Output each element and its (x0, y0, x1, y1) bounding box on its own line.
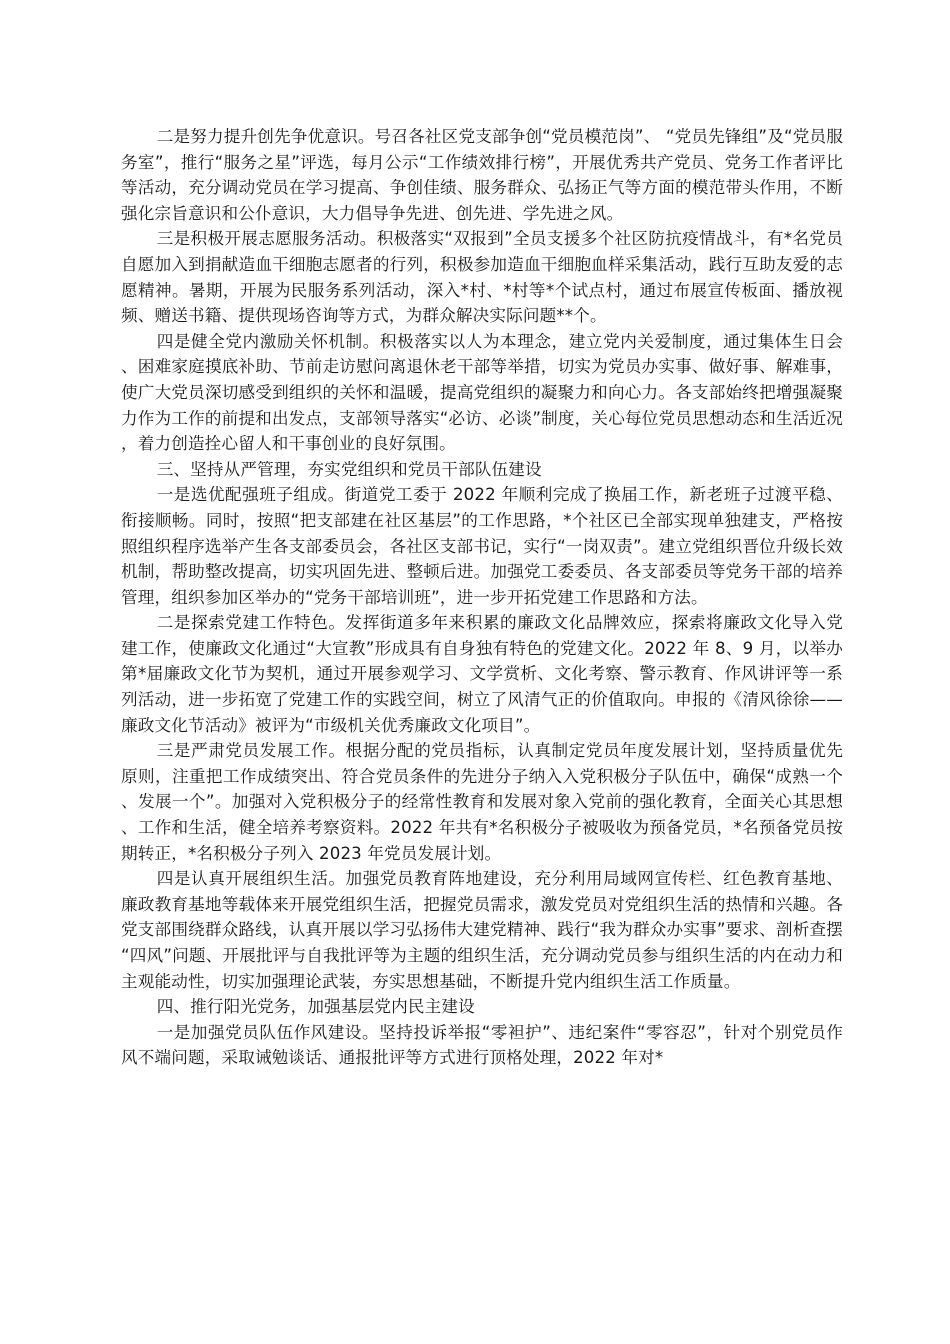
section-heading-sunshine-affairs: 四、推行阳光党务，加强基层党内民主建设 (156, 997, 475, 1017)
paragraph-excellence-awareness: 二是努力提升创先争优意识。号召各社区党支部争创“党员模范岗”、 “党员先锋组”及“党员服务室”，推行“服务之星”评选，每月公示“工作绩效排行榜”，开展优秀共产党员、党务工作者评比等活动，充分调动党员在学习提高、争创佳绩、服务群众、弘扬正气等方面的模范带头作用，不断强化宗旨意识和公仆意识，大力倡导争先进、创先进、学先进之风。 (121, 127, 843, 223)
paragraph-member-development: 三是严肃党员发展工作。根据分配的党员指标，认真制定党员年度发展计划，坚持质量优先原则，注重把工作成绩突出、符合党员条件的先进分子纳入入党积极分子队伍中，确保“成熟一个、发展一个”。加强对入党积极分子的经常性教育和发展对象入党前的强化教育，全面关心其思想、工作和生活，健全培养考察资料。2022 年共有*名积极分子被吸收为预备党员，*名预备党员按期转正，*名积极分子列入 2023 年党员发展计划。 (121, 741, 843, 863)
paragraph-team-building: 一是选优配强班子组成。街道党工委于 2022 年顺利完成了换届工作，新老班子过渡平稳、衔接顺畅。同时，按照“把支部建在社区基层”的工作思路，*个社区已全部实现单独建支，严格按照组织程序选举产生各支部委员会，各社区支部书记，实行“一岗双责”。建立党组织晋位升级长效机制，帮助整改提高，切实巩固先进、整顿后进。加强党工委委员、各支部委员等党务干部的培养管理，组织参加区举办的“党务干部培训班”，进一步开拓党建工作思路和方法。 (121, 485, 843, 607)
section-heading-strict-management: 三、坚持从严管理，夯实党组织和党员干部队伍建设 (156, 459, 542, 479)
paragraph-organizational-life: 四是认真开展组织生活。加强党员教育阵地建设，充分利用局域网宣传栏、红色教育基地、廉政教育基地等载体来开展党组织生活，把握党员需求，激发党员对党组织生活的热情和兴趣。各党支部围绕群众路线，认真开展以学习弘扬伟大建党精神、践行“我为群众办实事”要求、剖析查摆“四风”问题、开展批评与自我批评等为主题的组织生活，充分调动党员参与组织生活的内在动力和主观能动性，切实加强理论武装，夯实思想基础，不断提升党内组织生活工作质量。 (121, 869, 843, 991)
paragraph-volunteer-service: 三是积极开展志愿服务活动。积极落实“双报到”全员支援多个社区防抗疫情战斗，有*名党员自愿加入到捐献造血干细胞志愿者的行列，积极参加造血干细胞血样采集活动，践行互助友爱的志愿精神。暑期，开展为民服务系列活动，深入*村、*村等*个试点村，通过布展宣传板面、播放视频、赠送书籍、提供现场咨询等方式，为群众解决实际问题**个。 (121, 229, 843, 326)
paragraph-incentive-care: 四是健全党内激励关怀机制。积极落实以人为本理念，建立党内关爱制度，通过集体生日会、困难家庭摸底补助、节前走访慰问离退休老干部等举措，切实为党员办实事、做好事、解难事，使广大党员深切感受到组织的关怀和温暖，提高党组织的凝聚力和向心力。各支部始终把增强凝聚力作为工作的前提和出发点，支部领导落实“必访、必谈”制度，关心每位党员思想动态和生活近况，着力创造拴心留人和干事创业的良好氛围。 (121, 331, 843, 454)
paragraph-party-features: 二是探索党建工作特色。发挥街道多年来积累的廉政文化品牌效应，探索将廉政文化导入党建工作，使廉政文化通过“大宣教”形成具有自身独有特色的党建文化。2022 年 8、9 月，以举办第*届廉政文化节为契机，通过开展参观学习、文学赏析、文化考察、警示教育、作风讲评等一系列活动，进一步拓宽了党建工作的实践空间，树立了风清气正的价值取向。申报的《清风徐徐——廉政文化节活动》被评为“市级机关优秀廉政文化项目”。 (121, 613, 843, 735)
paragraph-work-style: 一是加强党员队伍作风建设。坚持投诉举报“零袒护”、违纪案件“零容忍”，针对个别党员作风不端问题，采取诫勉谈话、通报批评等方式进行顶格处理，2022 年对* (121, 1022, 843, 1068)
document-body (121, 124, 843, 1071)
